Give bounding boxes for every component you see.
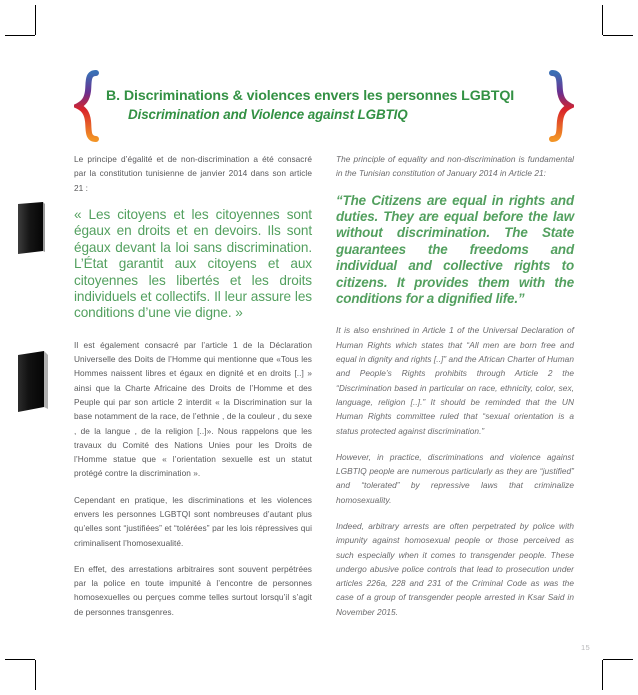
margin-slab-lower-graphic: [18, 351, 48, 412]
crop-mark-top-left-horizontal: [5, 35, 35, 36]
section-header-titles: [100, 88, 548, 123]
crop-mark-bottom-left-vertical: [35, 660, 36, 690]
right-brace-icon: [548, 70, 574, 142]
crop-mark-top-right-horizontal: [603, 35, 633, 36]
french-intro-paragraph: Le principe d’égalité et de non-discrimination a été consacré par la constitution tunisienne de janvier 2014 dans son article 21 :: [74, 154, 312, 193]
section-title-english: Discrimination and Violence against LGBTIQ: [128, 107, 408, 123]
crop-mark-bottom-left-horizontal: [5, 659, 35, 660]
english-intro-paragraph: The principle of equality and non-discrimination is fundamental in the Tunisian constitution of January 2014 in Article 21:: [336, 154, 574, 179]
crop-mark-top-left-vertical: [35, 5, 36, 35]
left-brace-icon: [74, 70, 100, 142]
column-french: [74, 152, 312, 631]
french-paragraph-2: Cependant en pratique, les discriminations et les violences envers les personnes LGBTQI sont nombreuses d’autant plus qu’elles sont “justifiées” et “tolérées” par les lois répressives qui criminalisent l’homosexualité.: [74, 494, 312, 548]
english-constitution-quote: “The Citizens are equal in rights and duties. They are equal before the law without discrimination. The State guarantees the freedoms and individual and collective rights to citizens. It provides them with the conditions for a dignified life.”: [336, 192, 574, 307]
crop-mark-top-right-vertical: [602, 5, 603, 35]
english-paragraph-3: Indeed, arbitrary arrests are often perpetrated by police with impunity against homosexual people or those perceived as such especially when it comes to transgender people. These undergo abusive police controls that lead to prosecution under articles 226a, 228 and 231 of the Criminal Code as was the case of a group of transgender people arrested in Ksar Said in November 2015.: [336, 521, 574, 617]
column-english: [336, 152, 574, 631]
english-paragraph-1: It is also enshrined in Article 1 of the Universal Declaration of Human Rights which states that “All men are born free and equal in dignity and rights [..]” and the African Charter of Human and People’s Rights prohibits through Article 2 the “Discrimination based in particular on race, ethnicity, color, sex, language, religion [..].” It should be reminded that the UN Human Rights committee ruled that “sexual orientation is a status protected against discrimination.”: [336, 325, 574, 436]
section-title-french: B. Discriminations & violences envers les personnes LGBTQI: [106, 88, 515, 105]
crop-mark-bottom-right-vertical: [602, 660, 603, 690]
french-paragraph-3: En effet, des arrestations arbitraires sont souvent perpétrées par la police en toute impunité à l’encontre de personnes homosexuelles ou perçues comme telles surtout lorsqu’il s’agit de personnes transgenres.: [74, 563, 312, 617]
page-number: 15: [580, 643, 590, 652]
crop-mark-bottom-right-horizontal: [603, 659, 633, 660]
english-paragraph-2: However, in practice, discriminations and violence against LGBTIQ people are numerous particularly as they are “justified” and “tolerated” by repressive laws that criminalize homosexuality.: [336, 451, 574, 505]
french-constitution-quote: « Les citoyens et les citoyennes sont égaux en droits et en devoirs. Ils sont égaux devant la loi sans discrimination. L’État garantit aux citoyens et aux citoyennes les libertés et les droits individuels et collectifs. Il leur assure les conditions d’une vie digne. »: [74, 206, 312, 321]
margin-slab-upper-graphic: [18, 202, 45, 254]
section-header: [74, 70, 574, 142]
french-paragraph-1: Il est également consacré par l’article 1 de la Déclaration Universelle des Doits de l’Homme qui mentionne que «Tous les Hommes naissent libres et égaux en dignité et en droits [..] » ainsi que la Charte Africaine des Droits de l’Homme et des Peuple qui par son article 2 interdit « la Discrimination sur la base notamment de la race, de l’ethnie , de la couleur , du sexe , de la langue , de la religion [..]». Nous rappelons que les travaux du Comité des Nations Unies pour les Droits de l’Homme statue que « l’orientation sexuelle est un statut protégé contre la discrimination ».: [74, 339, 312, 479]
